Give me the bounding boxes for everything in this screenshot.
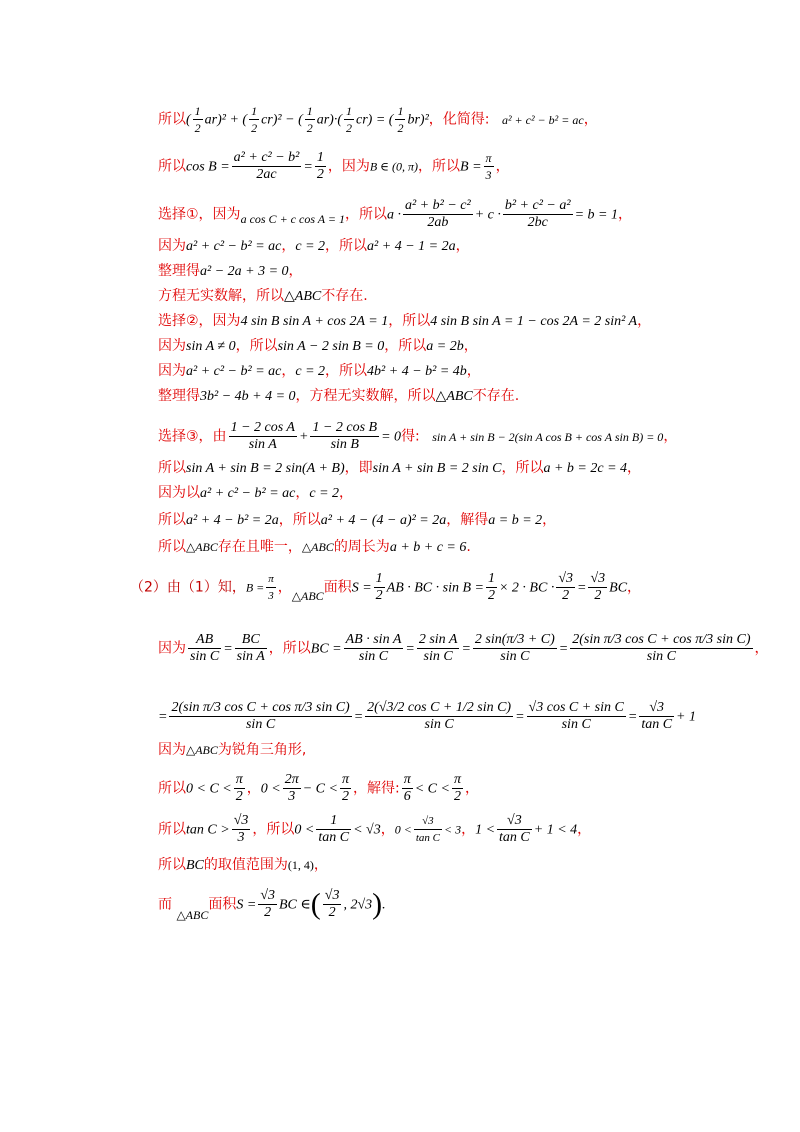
math: (1, 4) [287, 858, 314, 872]
math: cr)² − ( [261, 112, 303, 128]
punct: ， [295, 485, 310, 501]
num: b² + c² − a² [504, 198, 571, 213]
den: 6 [403, 789, 411, 804]
den: sin C [245, 717, 276, 732]
math: sin A + sin B = 2 sin C [372, 461, 502, 476]
num: π [235, 772, 243, 787]
math: sin A + sin B − 2(sin A cos B + cos A sin B) = 0 [432, 429, 664, 444]
math: 4b² + 4 − b² = 4b [367, 364, 467, 379]
math: ( [310, 887, 321, 921]
line-15 [158, 537, 471, 558]
line-bc-range [158, 855, 328, 876]
fraction [503, 198, 573, 231]
punct: ， [463, 338, 478, 354]
fraction [417, 632, 460, 665]
den: 2ac [256, 167, 277, 182]
math: = [353, 709, 364, 725]
line-12 [158, 458, 641, 479]
fraction [497, 813, 532, 846]
math: = [405, 641, 415, 657]
math: , 2√3 [343, 897, 373, 913]
math: △ABC [435, 389, 473, 404]
num: √3 [639, 700, 674, 717]
math: + 1 < 4 [533, 822, 578, 838]
fraction [235, 632, 267, 665]
math: sin A ≠ 0 [186, 339, 236, 354]
line-bc-derivation [158, 632, 769, 665]
den: sin C [190, 649, 220, 664]
num: 1 [316, 150, 324, 165]
fraction [344, 632, 404, 665]
den: 2 [397, 121, 404, 135]
num: 1 [251, 104, 258, 118]
den: 2 [194, 121, 201, 135]
num: π [266, 571, 276, 588]
num: 1 [306, 104, 313, 118]
math: 4 sin B sin A = 1 − cos 2A = 2 sin² A [430, 314, 638, 329]
math: c = 2 [295, 239, 326, 254]
math: + c · [474, 207, 501, 223]
fraction [234, 772, 245, 805]
math: = [158, 709, 168, 725]
math: = [515, 709, 525, 725]
text: ，解得 [446, 512, 489, 528]
punct: ， [288, 263, 303, 279]
text: 的周长为 [333, 539, 390, 555]
text: ，解得: [352, 780, 400, 797]
line-acute [158, 740, 306, 760]
math: a = 2b [426, 339, 464, 354]
math: a cos C + c cos A = 1 [240, 211, 345, 226]
den: 2 [264, 905, 272, 920]
math: △ABC [186, 743, 218, 757]
math: a² + c² − b² = ac [200, 486, 296, 501]
text: ，所以 [235, 338, 278, 354]
num: π [453, 772, 461, 787]
text: ，所以 [344, 206, 387, 223]
math: 0 < [294, 822, 315, 838]
text: ，所以 [325, 363, 368, 379]
punct: ， [627, 579, 642, 596]
num: a² + b² − c² [404, 198, 471, 213]
fraction [414, 813, 442, 846]
punct: ， [617, 206, 632, 223]
fraction [229, 420, 297, 453]
num: 2(sin π/3 cos C + cos π/3 sin C) [572, 632, 751, 647]
line-area-range [158, 888, 386, 921]
math: a² + 4 − (4 − a)² = 2a [320, 513, 447, 528]
fraction [305, 103, 315, 136]
punct: ， [339, 485, 354, 501]
fraction [365, 700, 513, 733]
punct: ， [246, 780, 261, 797]
math: 0 < [260, 781, 281, 797]
math: 1 < [475, 822, 496, 838]
math: sin A − 2 sin B = 0 [277, 339, 385, 354]
line-c-range [158, 772, 479, 805]
den: sin C [646, 649, 676, 664]
fraction [527, 700, 626, 733]
math-result: a² + c² − b² = ac [501, 112, 584, 127]
den: tan C [318, 830, 350, 845]
num: √3 cos C + sin C [528, 700, 624, 715]
den: sin A [236, 649, 265, 664]
text: 所以 [158, 512, 186, 528]
line-4 [158, 236, 470, 257]
text: 因为 [158, 238, 186, 254]
math: = [461, 641, 471, 657]
fraction [340, 772, 351, 805]
math: c = 2 [309, 486, 340, 501]
line-7 [158, 311, 651, 332]
text: 所以 [158, 857, 186, 873]
math: = [627, 709, 638, 725]
den: 3 [485, 168, 492, 182]
math: △ABC [186, 540, 218, 554]
punct: ， [281, 363, 296, 379]
den: 2ab [427, 215, 449, 230]
math: a · [386, 207, 401, 223]
fraction [249, 103, 259, 136]
text: 因为 [158, 640, 186, 657]
fraction [473, 632, 557, 665]
text: ，所以 [325, 238, 368, 254]
fraction [484, 150, 494, 183]
den: 2 [341, 789, 349, 804]
fraction [323, 888, 342, 921]
math: B = [245, 580, 265, 595]
den: 2 [346, 121, 353, 135]
num: a² + c² − b² [233, 150, 300, 165]
line-5 [158, 261, 303, 282]
math: △ABC [291, 588, 324, 603]
punct: ， [754, 640, 769, 657]
math: < C < [414, 781, 450, 797]
text: ，方程无实数解，所以 [295, 388, 436, 404]
num: π [485, 151, 492, 165]
text: 因为以 [158, 485, 200, 501]
num: 1 [346, 104, 353, 118]
text: 所以 [158, 780, 186, 797]
text: ，所以 [252, 821, 295, 838]
fraction [403, 198, 473, 231]
text: 选择①，因为 [158, 206, 241, 223]
math: S = [351, 580, 372, 596]
math: < 3 [443, 822, 462, 837]
num: 2 sin A [418, 632, 458, 647]
text: ，所以 [278, 512, 321, 528]
math: ar)·( [316, 112, 343, 128]
math: ( [186, 112, 191, 128]
den: 2 [562, 588, 570, 603]
den: 2bc [527, 215, 548, 230]
num: √3 [233, 813, 249, 828]
math: cos B = [186, 159, 230, 175]
line-1 [158, 103, 598, 136]
line-6 [158, 286, 368, 307]
den: 2 [328, 905, 336, 920]
line-3 [158, 198, 632, 231]
num: 1 [316, 813, 351, 830]
math: × 2 · BC · [498, 580, 555, 596]
num: AB · sin A [345, 632, 402, 647]
punct: ， [663, 428, 678, 445]
text: 所以 [158, 821, 186, 838]
den: sin B [330, 437, 359, 452]
math: 4 sin B sin A + cos 2A = 1 [240, 314, 389, 329]
den: 2 [316, 167, 324, 182]
den: tan C [499, 830, 530, 845]
math: − C < [302, 781, 338, 797]
text: 所以 [158, 158, 186, 175]
fraction [316, 813, 351, 846]
num: √3 [590, 571, 606, 586]
math: △ABC [176, 907, 209, 922]
num: BC [235, 632, 267, 649]
punct: ， [637, 313, 652, 329]
text: 整理得 [158, 263, 200, 279]
fraction [374, 571, 385, 604]
punct: ， [542, 512, 557, 528]
fraction [169, 700, 351, 733]
part-2-line [130, 571, 641, 604]
math: = [558, 641, 569, 657]
line-13 [158, 483, 353, 504]
fraction [486, 571, 497, 604]
text: 方程无实数解，所以 [158, 288, 284, 304]
text: 而 [158, 896, 172, 913]
text: ，所以 [501, 460, 544, 476]
fraction [188, 632, 221, 665]
line-8 [158, 336, 478, 357]
den: 2 [251, 121, 258, 135]
num: 1 [487, 571, 495, 586]
num: π [341, 772, 349, 787]
num: √3 [497, 813, 532, 830]
math: . [382, 897, 386, 913]
text: 存在且唯一， [217, 539, 302, 555]
math: ) [372, 887, 383, 921]
fraction [310, 420, 379, 453]
text: 整理得 [158, 388, 200, 404]
punct: ， [380, 821, 395, 838]
math: a² + c² − b² = ac [186, 364, 282, 379]
math: sin A + sin B = 2 sin(A + B) [186, 461, 345, 476]
line-10 [158, 386, 519, 407]
math: tan C > [186, 822, 230, 838]
math: BC [186, 858, 204, 873]
text: 因为 [158, 363, 186, 379]
punct: ， [461, 821, 476, 838]
den: 2 [306, 121, 313, 135]
text: 所以 [158, 460, 186, 476]
den: sin C [358, 649, 389, 664]
text: 不存在. [321, 288, 368, 304]
text: 的取值范围为 [203, 857, 288, 873]
text: （2）由（1）知， [130, 579, 246, 596]
math: B = [460, 159, 482, 175]
den: sin C [424, 717, 454, 732]
text: ，所以 [384, 338, 427, 354]
fraction [402, 772, 413, 805]
fraction [258, 888, 277, 921]
num: 2 sin(π/3 + C) [474, 632, 555, 647]
den: sin C [423, 649, 453, 664]
fraction [232, 150, 302, 183]
math: a² + 4 − b² = 2a [186, 513, 279, 528]
den: sin A [248, 437, 277, 452]
fraction [315, 150, 326, 183]
punct: ， [627, 460, 642, 476]
math: c = 2 [295, 364, 326, 379]
math: △ABC [284, 289, 322, 304]
num: 2π [284, 772, 299, 787]
num: 1 [375, 571, 383, 586]
line-11 [158, 420, 677, 453]
den: tan C [415, 832, 440, 844]
den: 2 [235, 789, 243, 804]
math: = [303, 159, 313, 175]
math: BC [609, 580, 628, 596]
math: a² − 2a + 3 = 0 [200, 264, 289, 279]
den: 2 [453, 789, 461, 804]
text: 选择②，因为 [158, 313, 241, 329]
line-9 [158, 361, 481, 382]
num: √3 [260, 888, 275, 903]
text: ，因为 [327, 158, 370, 175]
math: = 0 [381, 429, 402, 445]
line-2 [158, 150, 510, 183]
text: ，所以 [388, 313, 431, 329]
text: 因为 [158, 338, 186, 354]
math: + 1 [676, 709, 696, 725]
punct: . [466, 539, 471, 555]
math: = b = 1 [574, 207, 618, 223]
fraction [344, 103, 354, 136]
text: 所以 [158, 539, 186, 555]
num: π [403, 772, 411, 787]
punct: ， [577, 821, 592, 838]
text: ，即 [344, 460, 373, 476]
line-bc-simplify [158, 700, 696, 733]
text: 得: [401, 428, 420, 445]
den: 2 [487, 588, 495, 603]
math: a + b = 2c = 4 [543, 461, 628, 476]
num: 1 − 2 cos B [312, 420, 378, 435]
math: BC ∈ [279, 897, 311, 913]
math: ar)² + ( [204, 112, 248, 128]
den: sin C [500, 649, 530, 664]
fraction [639, 700, 674, 733]
math: a + b + c = 6 [389, 540, 467, 555]
den: 3 [268, 590, 274, 602]
fraction [232, 813, 251, 846]
punct: ， [455, 238, 470, 254]
math: 3b² − 4b + 4 = 0 [200, 389, 296, 404]
num: 2(sin π/3 cos C + cos π/3 sin C) [171, 700, 350, 715]
text: 面积 [208, 896, 237, 913]
text: ，所以 [268, 640, 311, 657]
math: 0 < C < [186, 781, 232, 797]
text: ，所以 [418, 158, 461, 175]
fraction [588, 571, 607, 604]
num: 1 [397, 104, 404, 118]
den: tan C [641, 717, 673, 732]
den: 3 [237, 830, 245, 845]
num: 1 [194, 104, 201, 118]
math: + [298, 429, 309, 445]
math: a² + c² − b² = ac [186, 239, 282, 254]
num: √3 [324, 888, 340, 903]
text: 选择③，由 [158, 428, 227, 445]
num: √3 [414, 813, 442, 830]
line-tan-range [158, 813, 591, 846]
den: sin C [561, 717, 591, 732]
math: S = [236, 897, 257, 913]
math: < √3 [353, 822, 381, 838]
line-14 [158, 510, 556, 531]
text: 因为 [158, 742, 186, 758]
math: a = b = 2 [488, 513, 543, 528]
den: 2 [375, 588, 383, 603]
fraction [556, 571, 575, 604]
fraction [266, 571, 276, 604]
math: △ABC [301, 540, 334, 554]
punct: ， [464, 780, 479, 797]
math: AB · BC · sin B = [386, 580, 484, 596]
num: 1 − 2 cos A [230, 420, 295, 435]
math: cr) = ( [356, 112, 394, 128]
text: 为锐角三角形, [217, 742, 307, 758]
punct: ， [583, 111, 598, 128]
math: = [577, 580, 587, 596]
math: br)² [407, 112, 429, 128]
fraction [283, 772, 301, 805]
num: AB [188, 632, 221, 649]
math: B ∈ (0, π) [369, 159, 419, 174]
text: ，化简得: [428, 111, 490, 128]
text: 面积 [323, 579, 352, 596]
punct: ， [313, 857, 328, 873]
fraction [570, 632, 752, 665]
punct: ， [495, 158, 510, 175]
num: √3 [558, 571, 574, 586]
den: 3 [288, 789, 296, 804]
den: 2 [594, 588, 602, 603]
text: 不存在. [472, 388, 520, 404]
punct: ， [277, 579, 292, 596]
fraction [452, 772, 463, 805]
math: = [223, 641, 233, 657]
math: 0 < [394, 822, 412, 837]
fraction [395, 103, 405, 136]
num: 2(√3/2 cos C + 1/2 sin C) [367, 700, 512, 715]
text-suoyi: 所以 [158, 111, 186, 128]
math: BC = [310, 641, 342, 657]
fraction [193, 103, 203, 136]
punct: ， [466, 363, 481, 379]
math: a² + 4 − 1 = 2a [367, 239, 456, 254]
punct: ， [281, 238, 296, 254]
